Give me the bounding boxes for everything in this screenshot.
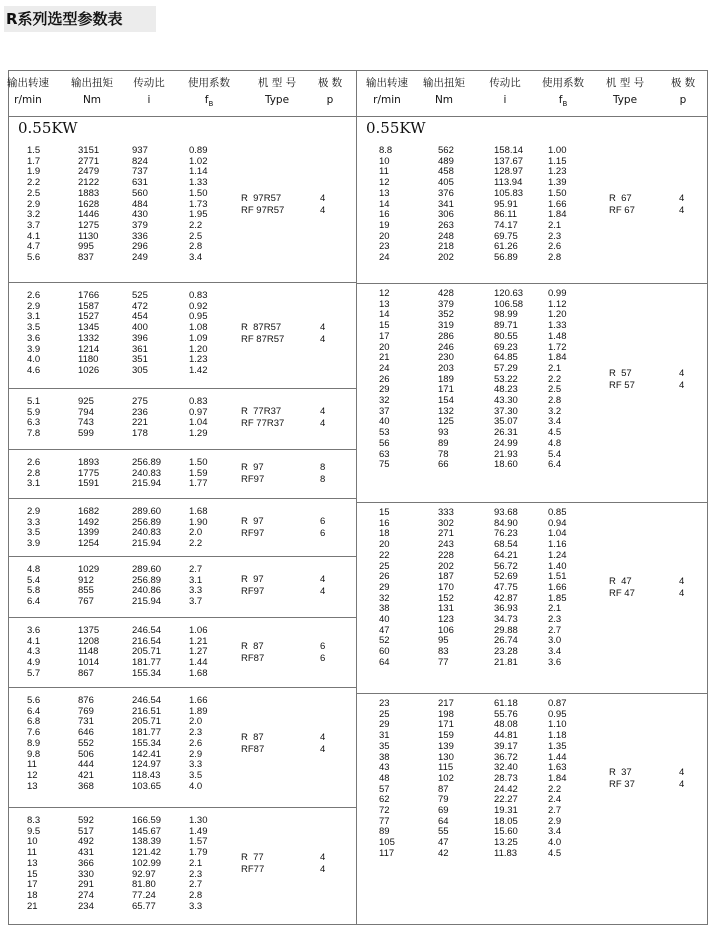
ratio-column: 246.54 216.54 205.71 181.77 155.34 [132, 625, 162, 679]
torque-column: 1682 1492 1399 1254 [78, 506, 100, 550]
poles-cell: 4 4 [320, 732, 326, 755]
sf-column: 0.89 1.02 1.14 1.33 1.50 1.73 1.95 2.2 2.5 2.8 3.4 [189, 145, 208, 264]
ratio-column: 289.60 256.89 240.86 215.94 [132, 564, 162, 608]
poles-cell: 4 4 [679, 368, 685, 391]
model-cell: R 97 RF97 [241, 516, 265, 539]
model-cell: R 77R37 RF 77R37 [241, 406, 285, 429]
poles-cell: 8 8 [320, 462, 326, 485]
page-title: R系列选型参数表 [4, 6, 156, 32]
poles-cell: 6 6 [320, 516, 326, 539]
sf-column: 1.66 1.89 2.0 2.3 2.6 2.9 3.3 3.5 4.0 [189, 695, 208, 792]
output-torque-unit: Nm [434, 94, 454, 106]
poles-unit: p [679, 94, 687, 106]
poles-cell: 4 4 [679, 193, 685, 216]
output-torque-header: 输出扭矩 [423, 77, 465, 89]
ratio-column: 937 824 737 631 560 484 430 379 336 296 249 [132, 145, 148, 264]
table-section [9, 557, 356, 618]
torque-column: 592 517 492 431 366 330 291 274 234 [78, 815, 94, 912]
poles-cell: 4 4 [320, 193, 326, 216]
poles-header: 极 数 [317, 77, 343, 89]
model-cell: R 67 RF 67 [609, 193, 635, 216]
model-cell: R 97R57 RF 97R57 [241, 193, 285, 216]
output-speed-unit: r/min [373, 94, 401, 106]
ratio-column: 61.18 55.76 48.08 44.81 39.17 36.72 32.40 28.73 24.42 22.27 19.31 18.05 15.60 13.25 11.83 [494, 698, 518, 859]
poles-cell: 6 6 [320, 641, 326, 664]
speed-column: 8.3 9.5 10 11 13 15 17 18 21 [27, 815, 41, 912]
model-cell: R 87R57 RF 87R57 [241, 322, 285, 345]
table-section [357, 284, 707, 503]
model-cell: R 77 RF77 [241, 852, 265, 875]
ratio-column: 256.89 240.83 215.94 [132, 457, 162, 490]
service-factor-header: 使用系数 [188, 77, 230, 89]
table-section [9, 116, 356, 283]
speed-column: 2.9 3.3 3.5 3.9 [27, 506, 41, 550]
poles-cell: 4 4 [679, 767, 685, 790]
table-section [9, 389, 356, 450]
sf-column: 0.83 0.92 0.95 1.08 1.09 1.20 1.23 1.42 [189, 290, 208, 376]
model-cell: R 57 RF 57 [609, 368, 635, 391]
output-speed-header: 输出转速 [366, 77, 408, 89]
sf-column: 1.00 1.15 1.23 1.39 1.50 1.66 1.84 2.1 2.3 2.6 2.8 [548, 145, 567, 264]
sf-unit-f: f [558, 94, 563, 106]
torque-column: 562 489 458 405 376 341 306 263 248 218 202 [438, 145, 454, 264]
model-cell: R 97 RF97 [241, 462, 265, 485]
table-section [9, 450, 356, 499]
ratio-column: 289.60 256.89 240.83 215.94 [132, 506, 162, 550]
ratio-column: 166.59 145.67 138.39 121.42 102.99 92.97 81.80 77.24 65.77 [132, 815, 162, 912]
sf-column: 1.30 1.49 1.57 1.79 2.1 2.3 2.7 2.8 3.3 [189, 815, 208, 912]
poles-cell: 4 4 [320, 852, 326, 875]
table-section [9, 618, 356, 688]
ratio-header: 传动比 [489, 77, 521, 89]
ratio-column: 120.63 106.58 98.99 89.71 80.55 69.23 64.85 57.29 53.22 48.23 43.30 37.30 35.07 26.31 24.99 21.93 18.60 [494, 288, 524, 471]
sf-column: 1.50 1.59 1.77 [189, 457, 208, 490]
power-label: 0.55KW [18, 119, 78, 137]
left-table [8, 70, 357, 925]
ratio-unit: i [147, 94, 151, 106]
ratio-column: 158.14 137.67 128.97 113.94 105.83 95.91 86.11 74.17 69.75 61.26 56.89 [494, 145, 524, 264]
ratio-column: 525 472 454 400 396 361 351 305 [132, 290, 148, 376]
table-header [357, 71, 707, 117]
speed-column: 12 13 14 15 17 20 21 24 26 29 32 37 40 53 56 63 75 [379, 288, 390, 471]
table-section [357, 694, 707, 926]
poles-cell: 4 4 [320, 574, 326, 597]
sf-column: 0.99 1.12 1.20 1.33 1.48 1.72 1.84 2.1 2.2 2.5 2.8 3.2 3.4 4.5 4.8 5.4 6.4 [548, 288, 567, 471]
output-torque-header: 输出扭矩 [71, 77, 113, 89]
speed-column: 2.6 2.9 3.1 3.5 3.6 3.9 4.0 4.6 [27, 290, 41, 376]
torque-column: 1029 912 855 767 [78, 564, 100, 608]
service-factor-unit [559, 94, 568, 108]
sf-column: 0.87 0.95 1.10 1.18 1.35 1.44 1.63 1.84 2.2 2.4 2.7 2.9 3.4 4.0 4.5 [548, 698, 567, 859]
speed-column: 15 16 18 20 22 25 26 29 32 38 40 47 52 60 64 [379, 507, 390, 668]
model-unit: Type [264, 94, 290, 106]
power-label: 0.55KW [366, 119, 426, 137]
speed-column: 5.1 5.9 6.3 7.8 [27, 396, 41, 440]
model-header: 机 型 号 [257, 77, 297, 89]
model-unit: Type [612, 94, 638, 106]
table-header [9, 71, 356, 117]
torque-column: 217 198 171 159 139 130 115 102 87 79 69 64 55 47 42 [438, 698, 454, 859]
model-cell: R 97 RF97 [241, 574, 265, 597]
right-table [357, 70, 708, 925]
speed-column: 4.8 5.4 5.8 6.4 [27, 564, 41, 608]
service-factor-header: 使用系数 [542, 77, 584, 89]
sf-column: 0.83 0.97 1.04 1.29 [189, 396, 208, 440]
sf-unit-sub: B [208, 100, 214, 109]
table-section [9, 283, 356, 389]
speed-column: 2.6 2.8 3.1 [27, 457, 41, 490]
speed-column: 3.6 4.1 4.3 4.9 5.7 [27, 625, 41, 679]
model-header: 机 型 号 [605, 77, 645, 89]
ratio-column: 275 236 221 178 [132, 396, 148, 440]
ratio-column: 93.68 84.90 76.23 68.54 64.21 56.72 52.69 47.75 42.87 36.93 34.73 29.88 26.74 23.28 21.81 [494, 507, 518, 668]
torque-column: 3151 2771 2479 2122 1883 1628 1446 1275 1130 995 837 [78, 145, 100, 264]
output-speed-header: 输出转速 [7, 77, 49, 89]
ratio-column: 246.54 216.51 205.71 181.77 155.34 142.41 124.97 118.43 103.65 [132, 695, 162, 792]
sf-column: 1.06 1.21 1.27 1.44 1.68 [189, 625, 208, 679]
output-speed-unit: r/min [14, 94, 42, 106]
torque-column: 925 794 743 599 [78, 396, 94, 440]
speed-column: 1.5 1.7 1.9 2.2 2.5 2.9 3.2 3.7 4.1 4.7 5.6 [27, 145, 41, 264]
sf-column: 2.7 3.1 3.3 3.7 [189, 564, 203, 608]
torque-column: 876 769 731 646 552 506 444 421 368 [78, 695, 94, 792]
table-section [9, 808, 356, 926]
torque-column: 1893 1775 1591 [78, 457, 100, 490]
model-cell: R 47 RF 47 [609, 576, 635, 599]
table-section [9, 499, 356, 557]
sf-column: 0.85 0.94 1.04 1.16 1.24 1.40 1.51 1.66 1.85 2.1 2.3 2.7 3.0 3.4 3.6 [548, 507, 567, 668]
table-section [357, 503, 707, 694]
sf-unit-sub: B [562, 100, 568, 109]
ratio-unit: i [503, 94, 507, 106]
poles-header: 极 数 [670, 77, 696, 89]
sf-unit-f: f [204, 94, 209, 106]
model-cell: R 87 RF87 [241, 732, 265, 755]
torque-column: 428 379 352 319 286 246 230 203 189 171 154 132 125 93 89 78 66 [438, 288, 454, 471]
poles-cell: 4 4 [320, 322, 326, 345]
poles-unit: p [326, 94, 334, 106]
speed-column: 23 25 29 31 35 38 43 48 57 62 72 77 89 105 117 [379, 698, 395, 859]
torque-column: 1375 1208 1148 1014 867 [78, 625, 100, 679]
torque-column: 1766 1587 1527 1345 1332 1214 1180 1026 [78, 290, 100, 376]
sf-column: 1.68 1.90 2.0 2.2 [189, 506, 208, 550]
poles-cell: 4 4 [679, 576, 685, 599]
model-cell: R 87 RF87 [241, 641, 265, 664]
poles-cell: 4 4 [320, 406, 326, 429]
speed-column: 5.6 6.4 6.8 7.6 8.9 9.8 11 12 13 [27, 695, 41, 792]
table-section [357, 116, 707, 284]
torque-column: 333 302 271 243 228 202 187 170 152 131 123 106 95 83 77 [438, 507, 454, 668]
output-torque-unit: Nm [82, 94, 102, 106]
table-section [9, 688, 356, 808]
model-cell: R 37 RF 37 [609, 767, 635, 790]
speed-column: 8.8 10 11 12 13 14 16 19 20 23 24 [379, 145, 393, 264]
ratio-header: 传动比 [133, 77, 165, 89]
service-factor-unit [205, 94, 214, 108]
